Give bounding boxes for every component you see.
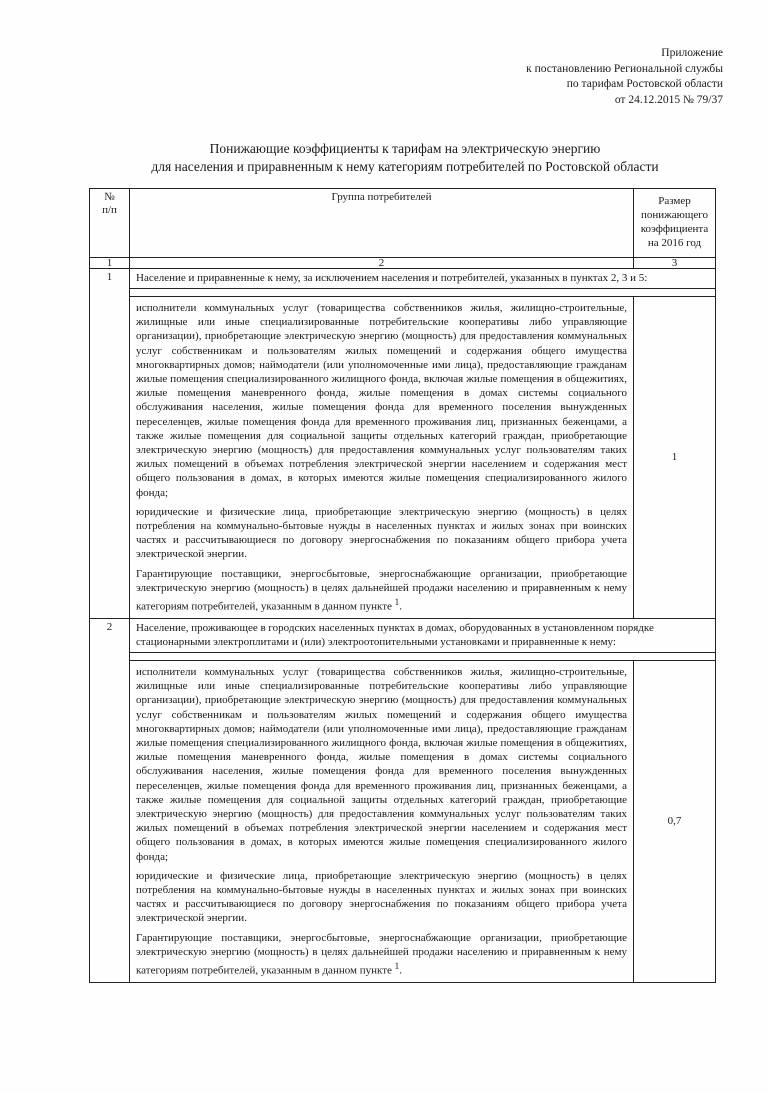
footnote-marker: 1: [394, 597, 400, 608]
appendix-line: Приложение: [661, 47, 723, 59]
appendix-line: по тарифам Ростовской области: [566, 78, 723, 90]
coefficients-table: [89, 188, 716, 983]
header-number-abbr: п/п: [102, 204, 117, 216]
coefficient-value: 1: [634, 297, 716, 619]
group-title: Население и приравненные к нему, за исключением населения и потребителей, указанных в пунктах 2, 3 и 5:: [130, 269, 716, 289]
title-line: для населения и приравненным к нему категориям потребителей по Ростовской области: [151, 159, 659, 174]
column-index-row: [90, 258, 716, 269]
description-paragraph: юридические и физические лица, приобретающие электрическую энергию (мощность) в целях потребления на коммунально-бытовые нужды в населенных пунктах и жилых зонах при воинских частях и рассчитывающиеся по договору энергоснабжения по показаниям общего прибора учета электрической энергии.: [136, 505, 627, 561]
coefficient-value: 0,7: [634, 660, 716, 982]
table-header-row: [90, 189, 716, 258]
appendix-date: от 24.12.2015 № 79/37: [614, 93, 723, 106]
footnote-marker: 1: [394, 960, 400, 971]
description-paragraph: исполнители коммунальных услуг (товарищества собственников жилья, жилищно-строительные, жилищные или иные специализированные потребительские кооперативы либо управляющие организации), приобретающие электрическую энергию (мощность) для предоставления коммунальных услуг собственникам и пользователям жилых помещений и содержания общего имущества многоквартирных домов; наймодатели (или уполномоченные ими лица), предоставляющие гражданам жилые помещения специализированного жилищного фонда, включая жилые помещения в общежитиях, жилые помещения маневренного фонда, жилые помещения в домах системы социального обслуживания населения, жилые помещения фонда для временного поселения вынужденных переселенцев, жилые помещения фонда для временного проживания лиц, признанных беженцами, а также жилые помещения для социальной защиты отдельных категорий граждан, приобретающие электрическую энергию (мощность) для предоставления коммунальных услуг пользователям таких жилых помещений в объемах потребления электрической энергии населением и содержания мест общего пользования в домах, в которых имеются жилые помещения специализированного жилого фонда;: [136, 665, 627, 863]
document-title: [60, 140, 750, 176]
description-paragraph: Гарантирующие поставщики, энергосбытовые, энергоснабжающие организации, приобретающие электрическую энергию (мощность) в целях дальнейшей продажи населению и приравненным к нему категориям потребителей, указанным в данном пункте $^1$.: [136, 931, 627, 977]
row-spacer: [90, 289, 716, 297]
paragraph-text: Гарантирующие поставщики, энергосбытовые, энергоснабжающие организации, приобретающие электрическую энергию (мощность) в целях дальнейшей продажи населению и приравненным к нему категориям потребителей, указанным в данном пункте: [136, 931, 627, 977]
row-number: 2: [90, 618, 130, 982]
table-row-detail: [90, 297, 716, 619]
column-index: 1: [90, 258, 130, 269]
header-group: Группа потребителей: [130, 189, 634, 258]
description-paragraph: исполнители коммунальных услуг (товарищества собственников жилья, жилищно-строительные, жилищные или иные специализированные потребительские кооперативы либо управляющие организации), приобретающие электрическую энергию (мощность) для предоставления коммунальных услуг собственникам и пользователям жилых помещений и содержания общего имущества многоквартирных домов; наймодатели (или уполномоченные ими лица), предоставляющие гражданам жилые помещения специализированного жилищного фонда, включая жилые помещения в общежитиях, жилые помещения маневренного фонда, жилые помещения в домах системы социального обслуживания населения, жилые помещения фонда для временного поселения вынужденных переселенцев, жилые помещения фонда для временного проживания лиц, признанных беженцами, а также жилые помещения для социальной защиты отдельных категорий граждан, приобретающие электрическую энергию (мощность) для предоставления коммунальных услуг пользователям таких жилых помещений в объемах потребления электрической энергии населением и содержания мест общего пользования в домах, в которых имеются жилые помещения специализированного жилого фонда;: [136, 302, 627, 499]
group-description: [130, 660, 634, 982]
appendix-block: [526, 46, 723, 108]
paragraph-text: Гарантирующие поставщики, энергосбытовые, энергоснабжающие организации, приобретающие электрическую энергию (мощность) в целях дальнейшей продажи населению и приравненным к нему категориям потребителей, указанным в данном пункте: [136, 567, 627, 613]
title-line: Понижающие коэффициенты к тарифам на электрическую энергию: [209, 141, 601, 156]
header-coefficient: Размер понижающего коэффициента на 2016 год: [634, 189, 716, 258]
group-description: [130, 297, 634, 619]
description-paragraph: Гарантирующие поставщики, энергосбытовые, энергоснабжающие организации, приобретающие электрическую энергию (мощность) в целях дальнейшей продажи населению и приравненным к нему категориям потребителей, указанным в данном пункте $^1$.: [136, 567, 627, 613]
table-row-detail: [90, 660, 716, 982]
group-title: Население, проживающее в городских населенных пунктах в домах, оборудованных в установленном порядке стационарными электроплитами и (или) электроотопительными установками и приравненные к нему:: [130, 618, 716, 652]
row-number: 1: [90, 269, 130, 619]
header-number-sign: №: [104, 191, 115, 203]
description-paragraph: юридические и физические лица, приобретающие электрическую энергию (мощность) в целях потребления на коммунально-бытовые нужды в населенных пунктах и жилых зонах при воинских частях и рассчитывающиеся по договору энергоснабжения по показаниям общего прибора учета электрической энергии.: [136, 869, 627, 925]
table-row: [90, 618, 716, 652]
table-row: [90, 269, 716, 289]
appendix-line: к постановлению Региональной службы: [526, 62, 723, 75]
column-index: 3: [634, 258, 716, 269]
header-number: [90, 189, 130, 258]
row-spacer: [90, 652, 716, 660]
column-index: 2: [130, 258, 634, 269]
